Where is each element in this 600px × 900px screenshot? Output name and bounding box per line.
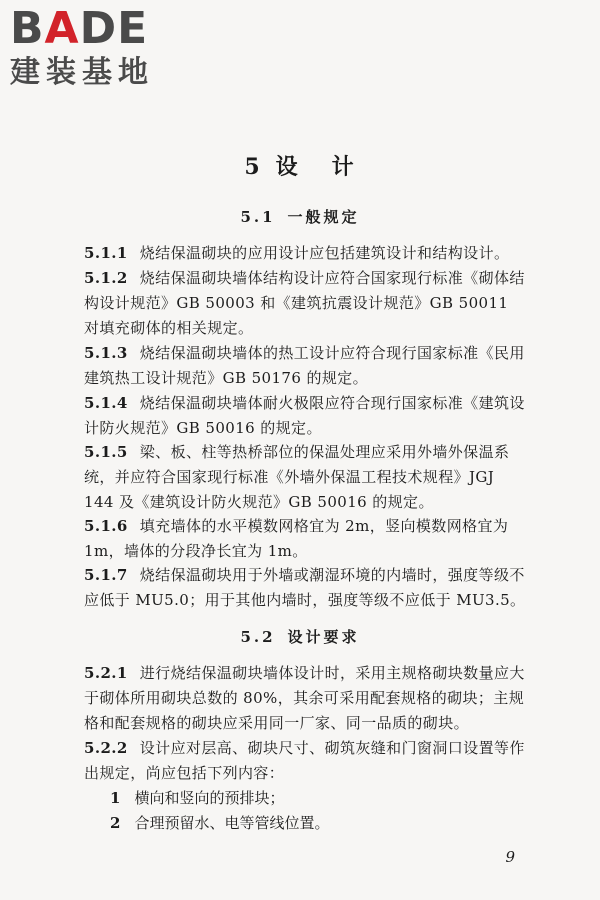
clause-5-2-2: 5.2.2 设计应对层高、砌块尺寸、砌筑灰缝和门窗洞口设置等作出规定，尚应包括下列内容： [84,739,525,782]
clause-5-1-1: 5.1.1 烧结保温砌块的应用设计应包括建筑设计和结构设计。 [84,244,510,262]
logo-wordmark: BADE [10,3,149,54]
list-item-1: 1 横向和竖向的预排块； [110,789,285,807]
clause-5-1-5: 5.1.5 梁、板、柱等热桥部位的保温处理应采用外墙外保温系统，并应符合国家现行标准《外墙外保温工程技术规程》JGJ 144 及《建筑设计防火规范》GB 50016 的规定。 [84,443,510,511]
chapter-title: 5 设 计 [244,154,356,180]
section-title-5-1: 5.1 一般规定 [240,208,360,226]
section-title-5-2: 5.2 设计要求 [240,628,360,646]
clause-5-2-1: 5.2.1 进行烧结保温砌块墙体设计时，采用主规格砌块数量应大于砌体所用砌块总数的 80%，其余可采用配套规格的砌块；主规格和配套规格的砌块应采用同一厂家、同一品质的砌块。 [84,664,525,732]
clause-5-1-3: 5.1.3 烧结保温砌块墙体的热工设计应符合现行国家标准《民用建筑热工设计规范》GB 50176 的规定。 [84,344,525,387]
list-item-2: 2 合理预留水、电等管线位置。 [110,814,330,832]
bade-logo [10,3,180,90]
clause-5-1-7: 5.1.7 烧结保温砌块用于外墙或潮湿环境的内墙时，强度等级不应低于 MU5.0；用于其他内墙时，强度等级不应低于 MU3.5。 [84,566,526,609]
logo-subtitle: 建装基地 [10,55,154,90]
page-number: 9 [505,848,515,866]
clause-5-1-4: 5.1.4 烧结保温砌块墙体耐火极限应符合现行国家标准《建筑设计防火规范》GB 50016 的规定。 [84,394,525,437]
clause-5-1-6: 5.1.6 填充墙体的水平模数网格宜为 2m，竖向模数网格宜为 1m，墙体的分段净长宜为 1m。 [84,517,509,560]
clause-5-1-2: 5.1.2 烧结保温砌块墙体结构设计应符合国家现行标准《砌体结构设计规范》GB 50003 和《建筑抗震设计规范》GB 50011 对填充砌体的相关规定。 [84,269,525,337]
